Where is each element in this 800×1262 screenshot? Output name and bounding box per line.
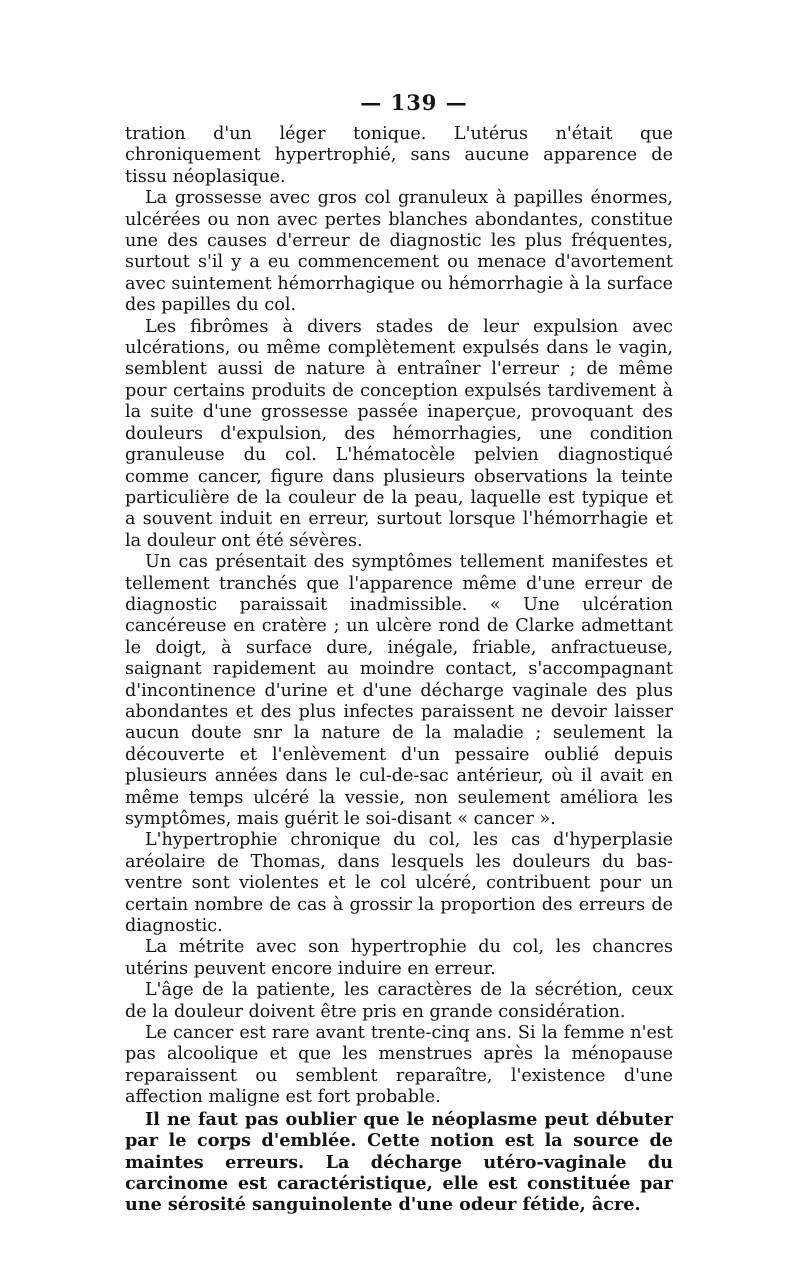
paragraph: tration d'un léger tonique. L'utérus n'était que chroniquement hypertrophié, sans aucune apparence de tissu néoplasique.: [125, 124, 673, 187]
paragraph: La grossesse avec gros col granuleux à papilles énormes, ulcérées ou non avec pertes blanches abondantes, constitue une des causes d'erreur de diagnostic les plus fréquentes, surtout s'il y a eu commencement ou menace d'avortement avec suintement hémorrhagique ou hémorrhagie à la surface des papilles du col.: [125, 188, 673, 316]
book-page: [125, 88, 673, 1216]
paragraph: Le cancer est rare avant trente-cinq ans. Si la femme n'est pas alcoolique et que les menstrues après la ménopause reparaissent ou semblent reparaître, l'existence d'une affection maligne est fort probable.: [125, 1023, 673, 1108]
paragraph: Il ne faut pas oublier que le néoplasme peut débuter par le corps d'emblée. Cette notion est la source de maintes erreurs. La décharge utéro-vaginale du carcinome est caractéristique, elle est constituée par une sérosité sanguinolente d'une odeur fétide, âcre.: [125, 1108, 673, 1216]
paragraph: Les fibrômes à divers stades de leur expulsion avec ulcérations, ou même complètement expulsés dans le vagin, semblent aussi de nature à entraîner l'erreur ; de même pour certains produits de conception expulsés tardivement à la suite d'une grossesse passée inaperçue, provoquant des douleurs d'expulsion, des hémorrhagies, une condition granuleuse du col. L'hématocèle pelvien diagnostiqué comme cancer, figure dans plusieurs observations la teinte particulière de la couleur de la peau, laquelle est typique et a souvent induit en erreur, surtout lorsque l'hémorrhagie et la douleur ont été sévères.: [125, 316, 673, 551]
paragraph: La métrite avec son hypertrophie du col, les chancres utérins peuvent encore induire en erreur.: [125, 937, 673, 979]
paragraph: L'hypertrophie chronique du col, les cas d'hyperplasie aréolaire de Thomas, dans lesquels les douleurs du bas-ventre sont violentes et le col ulcéré, contribuent pour un certain nombre de cas à grossir la proportion des erreurs de diagnostic.: [125, 830, 673, 937]
page-number: — 139 —: [360, 90, 468, 115]
paragraph: Un cas présentait des symptômes tellement manifestes et tellement tranchés que l'apparence même d'une erreur de diagnostic paraissait inadmissible. « Une ulcération cancéreuse en cratère ; un ulcère rond de Clarke admettant le doigt, à surface dure, inégale, friable, anfractueuse, saignant rapidement au moindre contact, s'accompagnant d'incontinence d'urine et d'une décharge vaginale des plus abondantes et des plus infectes paraissent ne devoir laisser aucun doute snr la nature de la maladie ; seulement la découverte et l'enlèvement d'un pessaire oublié depuis plusieurs années dans le cul-de-sac antérieur, où il avait en même temps ulcéré la vessie, non seulement améliora les symptômes, mais guérit le soi-disant « cancer ».: [125, 552, 673, 829]
paragraph: L'âge de la patiente, les caractères de la sécrétion, ceux de la douleur doivent être pris en grande considération.: [125, 980, 673, 1022]
